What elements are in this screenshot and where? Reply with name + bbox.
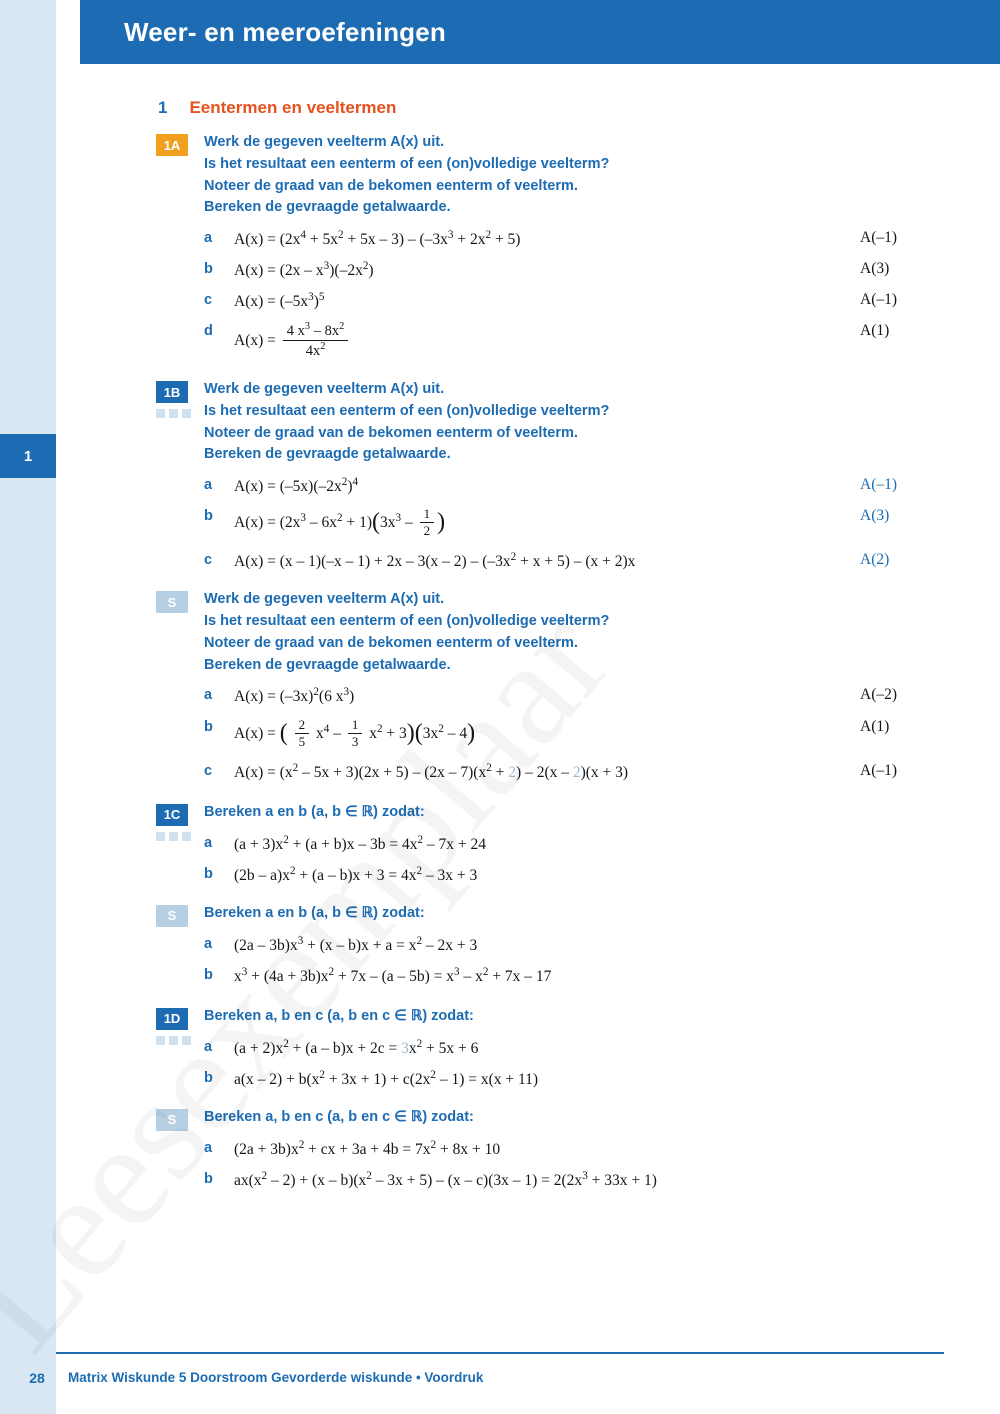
- item-answer-request: A(–1): [860, 291, 898, 309]
- item-label: a: [204, 687, 213, 704]
- item-expression: $A(x) = (2x^4 + 5x^2 + 5x - 3) - (-3x^3 + 2x^2 + 5)$: [234, 229, 521, 249]
- fraction: $\frac{1}{3}$: [348, 717, 363, 750]
- page-header: [80, 0, 1000, 64]
- difficulty-dots: [156, 409, 191, 418]
- item-expression: $A(x) = (-5x)(-2x^2)^4$: [234, 476, 359, 496]
- left-rail: [0, 0, 56, 1414]
- exercise-items: [204, 1139, 980, 1190]
- item-label: a: [204, 477, 213, 494]
- exercise-items: [204, 229, 980, 361]
- footer-divider: [56, 1352, 944, 1354]
- item-label: b: [204, 966, 213, 983]
- exercise-block-1a: [100, 132, 980, 361]
- instruction-line: Bereken de gevraagde getalwaarde.: [204, 199, 451, 216]
- item-label: b: [204, 865, 213, 882]
- exercise-items: [204, 686, 980, 781]
- difficulty-dots: [156, 1036, 191, 1045]
- section-number: 1: [158, 98, 168, 117]
- difficulty-dots: [156, 832, 191, 841]
- instruction-text: [204, 903, 980, 925]
- instruction-line: Werk de gegeven veelterm A(x) uit.: [204, 134, 445, 150]
- exercise-item: [204, 935, 980, 955]
- instruction-line: Is het resultaat een eenterm of een (on)volledige veelterm?: [204, 402, 610, 419]
- instruction-text: [204, 379, 980, 466]
- instruction-line: Werk de gegeven veelterm A(x) uit.: [204, 381, 445, 398]
- chapter-tab: [0, 434, 56, 478]
- exercise-tag: 1C: [156, 804, 188, 826]
- exercise-items: [204, 935, 980, 986]
- fraction: $\frac{4 x^3 - 8x^2}{4x^2}$: [283, 321, 349, 360]
- item-answer-request: A(1): [860, 322, 890, 340]
- exercise-item: [204, 966, 980, 986]
- exercise-item: [204, 762, 980, 782]
- page-title: Weer- en meeroefeningen: [124, 16, 446, 47]
- instruction-text: [204, 1006, 980, 1028]
- item-expression: $A(x) = (x - 1)(-x - 1) + 2x - 3(x - 2) - (-3x^2 + x + 5) - (x + 2)x$: [234, 551, 636, 571]
- item-label: c: [204, 552, 213, 569]
- instruction-line: Bereken a en b (a, b ∈ ℝ) zodat:: [204, 803, 425, 820]
- item-label: b: [204, 261, 213, 278]
- fraction: $\frac{1}{2}$: [420, 506, 435, 539]
- item-expression: $x^3 + (4a + 3b)x^2 + 7x - (a - 5b) = x^3 - x^2 + 7x - 17$: [234, 965, 552, 985]
- exercise-item: [204, 1170, 980, 1190]
- item-expression: $(2a - 3b)x^3 + (x - b)x + a = x^2 - 2x + 3$: [234, 934, 478, 954]
- item-expression: $a(x - 2) + b(x^2 + 3x + 1) + c(2x^2 - 1) = x(x + 11)$: [234, 1068, 539, 1088]
- exercise-item: [204, 551, 980, 571]
- exercise-item: [204, 229, 980, 249]
- exercise-item: [204, 322, 980, 361]
- item-answer-request: A(–2): [860, 686, 898, 704]
- exercise-block-1c: [100, 802, 980, 885]
- chapter-tab-label: 1: [23, 447, 33, 465]
- exercise-tag: 1B: [156, 381, 188, 403]
- exercise-item: [204, 291, 980, 311]
- item-expression: $(a + 3)x^2 + (a + b)x - 3b = 4x^2 - 7x + 24$: [234, 833, 487, 853]
- item-expression: $A(x) = (x^2 - 5x + 3)(2x + 5) - (2x - 7)(x^2 + 2) - 2(x - 2)(x + 3)$: [234, 761, 629, 781]
- exercise-item: [204, 476, 980, 496]
- exercise-tag: S: [156, 591, 188, 613]
- item-label: b: [204, 508, 213, 525]
- item-answer-request: A(–1): [860, 761, 898, 779]
- exercise-tag: S: [156, 905, 188, 927]
- instruction-line: Bereken de gevraagde getalwaarde.: [204, 446, 451, 463]
- page-footer: [0, 1352, 1000, 1414]
- fraction: $\frac{2}{5}$: [295, 717, 310, 750]
- exercise-items: [204, 1038, 980, 1089]
- item-label: a: [204, 834, 213, 851]
- exercise-content: [100, 80, 980, 1201]
- exercise-items: [204, 834, 980, 885]
- instruction-text: [204, 1107, 980, 1129]
- instruction-text: [204, 802, 980, 824]
- item-label: a: [204, 935, 213, 952]
- exercise-item: [204, 686, 980, 706]
- item-label: b: [204, 1069, 213, 1086]
- exercise-block-s-2: [100, 903, 980, 986]
- page-number: 28: [29, 1370, 45, 1386]
- exercise-item: [204, 865, 980, 885]
- item-expression: $A(x) = (-3x)^2(6$ $x^3$): [234, 686, 355, 706]
- item-expression: $A(x) = (2x - x^3)(-2x^2)$: [234, 260, 374, 280]
- instruction-text: [204, 132, 980, 219]
- instruction-line: Is het resultaat een eenterm of een (on)volledige veelterm?: [204, 613, 610, 630]
- exercise-item: [204, 507, 980, 540]
- item-expression: $ax(x^2 - 2) + (x - b)(x^2 - 3x + 5) - (x - c)(3x - 1) = 2(2x^3 + 33x + 1)$: [234, 1169, 657, 1189]
- item-expression: $(2a + 3b)x^2$ + cx + $3a + 4b = 7x^2 + 8x + 10$: [234, 1138, 501, 1158]
- item-label: a: [204, 1139, 213, 1156]
- item-label: a: [204, 230, 213, 246]
- item-expression: $A(x) = (-5x^3)^5$: [234, 291, 325, 311]
- instruction-line: Is het resultaat een eenterm of een (on)volledige veelterm?: [204, 155, 610, 172]
- item-label: b: [204, 1170, 213, 1187]
- item-expression: $(a + 2)x^2 + (a - b)x + 2c = 3x^2 + 5x + 6$: [234, 1037, 479, 1057]
- item-label: b: [204, 718, 213, 735]
- instruction-line: Noteer de graad van de bekomen eenterm of veelterm.: [204, 424, 578, 441]
- instruction-line: Bereken a, b en c (a, b en c ∈ ℝ) zodat:: [204, 1108, 474, 1125]
- item-label: d: [204, 323, 213, 340]
- item-expression: $A(x) = (2x^3 - 6x^2 + 1)(3x^3$ – $\frac{1}{2}$ ): [234, 506, 446, 539]
- item-expression: A(x) = $\frac{4 x^3 - 8x^2}{4x^2}$: [234, 322, 860, 361]
- item-answer-request: A(1): [860, 717, 890, 735]
- section-title: Eentermen en veeltermen: [189, 98, 397, 117]
- instruction-line: Werk de gegeven veelterm A(x) uit.: [204, 591, 445, 608]
- exercise-item: [204, 1139, 980, 1159]
- item-label: a: [204, 1038, 213, 1055]
- exercise-item: [204, 260, 980, 280]
- section-heading: [158, 98, 980, 118]
- exercise-items: [204, 476, 980, 571]
- exercise-item: [204, 1069, 980, 1089]
- instruction-text: [204, 589, 980, 676]
- page-body: [56, 0, 1000, 1414]
- item-expression: $(2b - a)x^2 + (a - b)x + 3 = 4x^2 - 3x + 3$: [234, 864, 478, 884]
- instruction-line: Bereken a en b (a, b ∈ ℝ) zodat:: [204, 904, 425, 921]
- instruction-line: Noteer de graad van de bekomen eenterm of veelterm.: [204, 634, 578, 651]
- exercise-item: [204, 1038, 980, 1058]
- exercise-item: [204, 718, 980, 751]
- exercise-item: [204, 834, 980, 854]
- instruction-line: Noteer de graad van de bekomen eenterm of veelterm.: [204, 177, 578, 194]
- exercise-tag: S: [156, 1109, 188, 1131]
- instruction-line: Bereken de gevraagde getalwaarde.: [204, 656, 451, 673]
- exercise-tag: 1A: [156, 134, 188, 156]
- item-answer-request: A(3): [860, 507, 890, 525]
- item-expression: A(x) = ( $\frac{2}{5}$ $x^4$ – $\frac{1}{3}$ $x^2 + 3)(3x^2 - 4)$: [234, 716, 476, 749]
- item-answer-request: A(–1): [860, 476, 898, 494]
- item-answer-request: A(3): [860, 260, 890, 278]
- exercise-tag: 1D: [156, 1008, 188, 1030]
- item-label: c: [204, 762, 213, 779]
- exercise-block-1b: [100, 379, 980, 571]
- item-answer-request: A(2): [860, 551, 890, 569]
- exercise-block-s-1: [100, 589, 980, 781]
- item-label: c: [204, 292, 213, 309]
- exercise-block-s-3: [100, 1107, 980, 1190]
- instruction-line: Bereken a, b en c (a, b en c ∈ ℝ) zodat:: [204, 1007, 474, 1024]
- footer-text: Matrix Wiskunde 5 Doorstroom Gevorderde wiskunde • Voordruk: [68, 1370, 484, 1385]
- exercise-block-1d: [100, 1006, 980, 1089]
- item-answer-request: A(–1): [860, 229, 898, 246]
